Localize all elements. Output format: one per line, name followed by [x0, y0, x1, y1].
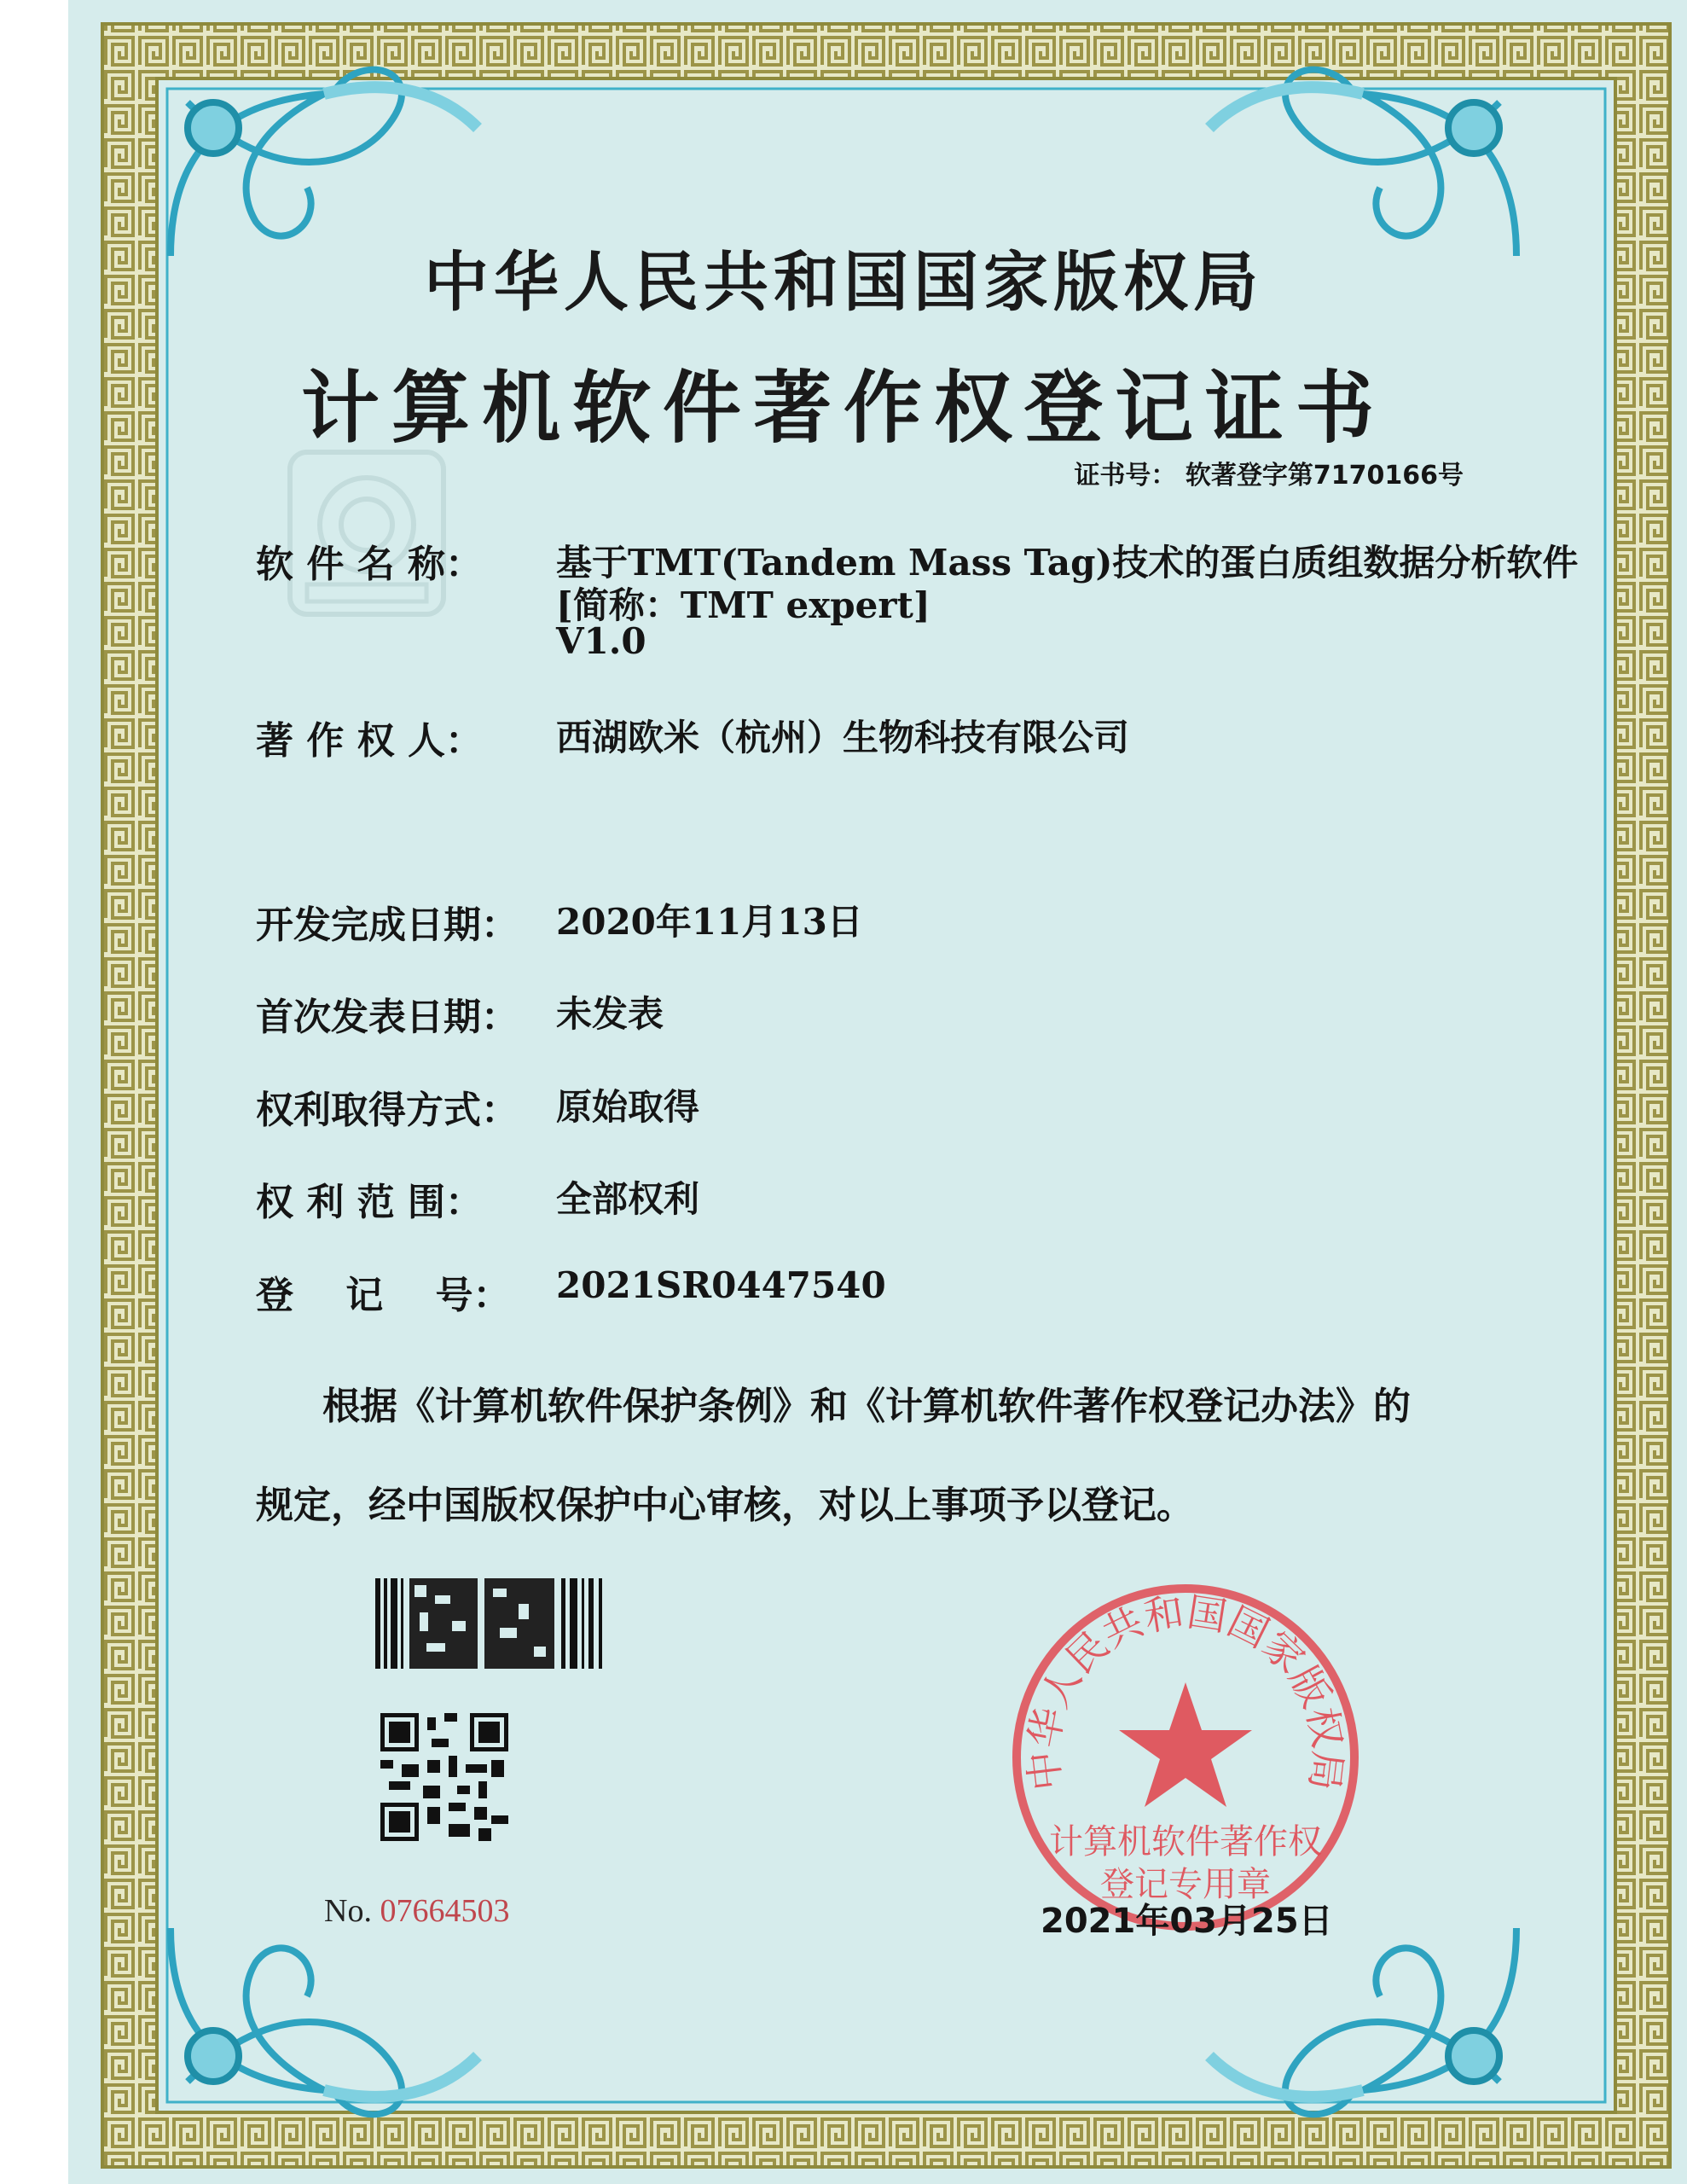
seal-outer-text: 中华人民共和国国家版权局: [1019, 1588, 1352, 1793]
corner-ornament-top-right: [1209, 70, 1516, 256]
rights-scope-label: 权 利 范 围：: [256, 1181, 483, 1224]
pub-date-value: 未发表: [556, 993, 664, 1035]
issuer-title: 中华人民共和国国家版权局: [424, 244, 1263, 320]
dev-date-label: 开发完成日期：: [256, 903, 519, 947]
dev-date-value: 2020年11月13日: [556, 901, 863, 943]
owner-value: 西湖欧米（杭州）生物科技有限公司: [556, 717, 1130, 758]
corner-ornament-top-left: [171, 70, 478, 256]
pub-date-label: 首次发表日期：: [256, 996, 519, 1039]
reg-number-value: 2021SR0447540: [556, 1264, 886, 1306]
reg-number-label: 登 记 号：: [256, 1274, 511, 1317]
official-seal: [1006, 1578, 1365, 1937]
seal-inner-line-1: 计算机软件著作权: [1049, 1822, 1322, 1862]
corner-ornament-bottom-right: [1209, 1928, 1516, 2114]
owner-label: 著 作 权 人：: [256, 719, 483, 763]
rights-scope-value: 全部权利: [556, 1178, 700, 1220]
acquire-method-value: 原始取得: [556, 1086, 700, 1128]
qr-code: [380, 1713, 508, 1841]
seal-star-icon: [1119, 1682, 1252, 1807]
serial-prefix: No.: [324, 1893, 372, 1929]
statement-line-2: 规定，经中国版权保护中心审核，对以上事项予以登记。: [256, 1484, 1194, 1527]
software-name-label: 软 件 名 称：: [256, 543, 483, 586]
certificate-title: 计算机软件著作权登记证书: [300, 363, 1386, 454]
serial-number: [324, 1892, 509, 1930]
corner-ornament-bottom-left: [171, 1928, 478, 2114]
statement-line-1: 根据《计算机软件保护条例》和《计算机软件著作权登记办法》的: [322, 1385, 1411, 1428]
issue-date: 2021年03月25日: [1041, 1902, 1333, 1941]
serial-number-value: 07664503: [380, 1893, 510, 1929]
seal-inner-line-2: 登记专用章: [1100, 1865, 1271, 1904]
software-version: V1.0: [556, 620, 646, 662]
barcode: [375, 1578, 607, 1669]
software-name-value: 基于TMT(Tandem Mass Tag)技术的蛋白质组数据分析软件: [556, 542, 1579, 584]
acquire-method-label: 权利取得方式：: [256, 1089, 519, 1132]
certificate-number: 证书号： 软著登字第7170166号: [1074, 461, 1464, 491]
software-short-name: [简称：TMT expert]: [556, 584, 930, 626]
